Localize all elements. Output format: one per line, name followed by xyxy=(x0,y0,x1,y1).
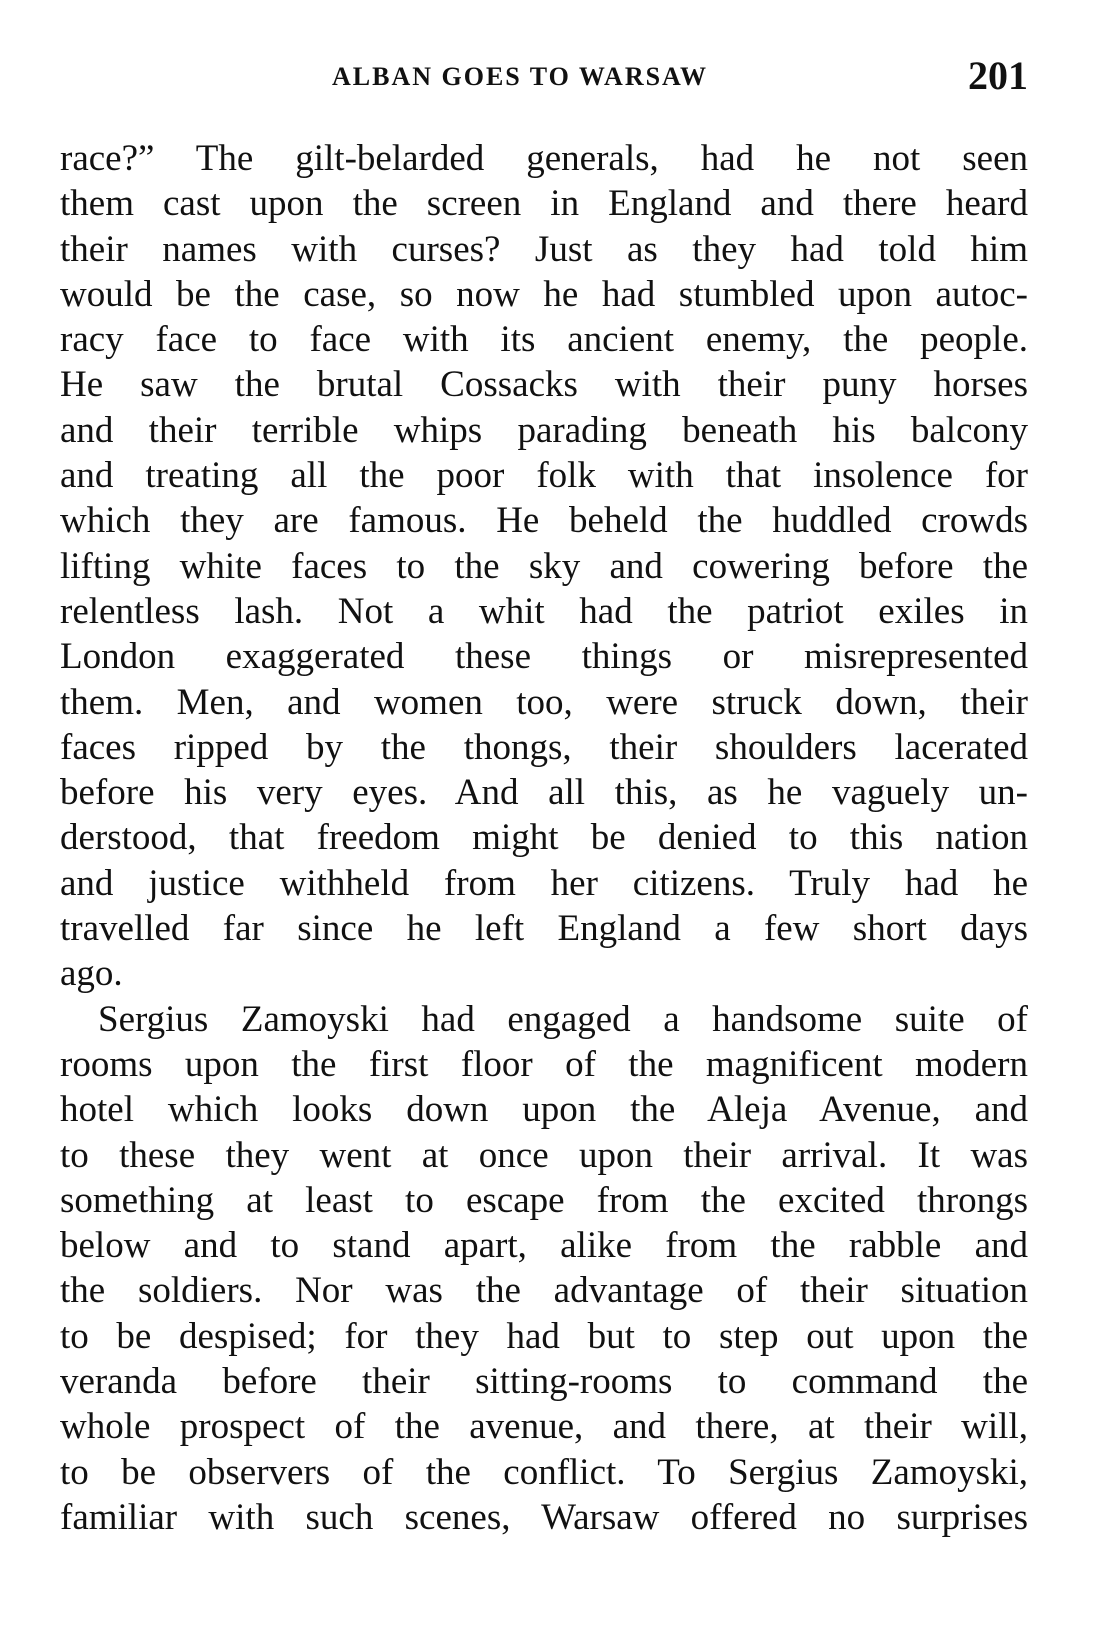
text-line: would be the case, so now he had stumbled upon autoc- xyxy=(60,273,1028,315)
text-line: and justice withheld from her citizens. Truly had he xyxy=(60,862,1028,904)
body-text xyxy=(60,136,1028,1540)
text-line: racy face to face with its ancient enemy, the people. xyxy=(60,319,1028,361)
text-line: them cast upon the screen in England and there heard xyxy=(60,183,1028,225)
text-line: and their terrible whips parading beneath his balcony xyxy=(60,409,1028,451)
text-line: He saw the brutal Cossacks with their puny horses xyxy=(60,364,1028,406)
text-line: familiar with such scenes, Warsaw offered no surprises xyxy=(60,1496,1028,1538)
text-line: travelled far since he left England a few short days xyxy=(60,908,1028,950)
text-line: race?” The gilt-belarded generals, had he not seen xyxy=(60,138,1028,179)
running-head xyxy=(60,52,1028,102)
text-line: to be despised; for they had but to step out upon the xyxy=(60,1315,1028,1357)
text-line: something at least to escape from the excited throngs xyxy=(60,1179,1028,1221)
text-line: the soldiers. Nor was the advantage of their situation xyxy=(60,1270,1028,1312)
chapter-title: ALBAN GOES TO WARSAW xyxy=(332,62,708,91)
text-line: faces ripped by the thongs, their shoulders lacerated xyxy=(60,726,1028,768)
text-line: and treating all the poor folk with that insolence for xyxy=(60,455,1028,497)
paragraph-end-line: ago. xyxy=(60,953,123,995)
text-line: their names with curses? Just as they had told him xyxy=(60,228,1028,270)
text-line: derstood, that freedom might be denied to this nation xyxy=(60,817,1028,859)
text-line: London exaggerated these things or misrepresented xyxy=(60,636,1028,678)
text-line: veranda before their sitting-rooms to command the xyxy=(60,1361,1028,1403)
text-line: them. Men, and women too, were struck down, their xyxy=(60,681,1028,723)
text-line: to these they went at once upon their arrival. It was xyxy=(60,1134,1028,1176)
text-line: relentless lash. Not a whit had the patriot exiles in xyxy=(60,590,1028,632)
text-line: before his very eyes. And all this, as he vaguely un- xyxy=(60,772,1028,814)
text-line: which they are famous. He beheld the huddled crowds xyxy=(60,500,1028,542)
text-line: lifting white faces to the sky and cowering before the xyxy=(60,545,1028,587)
text-line: hotel which looks down upon the Aleja Avenue, and xyxy=(60,1089,1028,1131)
text-line: whole prospect of the avenue, and there, at their will, xyxy=(60,1406,1028,1448)
page-number: 201 xyxy=(968,53,1028,98)
text-line: to be observers of the conflict. To Sergius Zamoyski, xyxy=(60,1451,1028,1493)
text-line: below and to stand apart, alike from the rabble and xyxy=(60,1225,1028,1267)
paragraph-first-line: Sergius Zamoyski had engaged a handsome suite of xyxy=(98,998,1028,1040)
text-line: rooms upon the first floor of the magnificent modern xyxy=(60,1043,1028,1085)
